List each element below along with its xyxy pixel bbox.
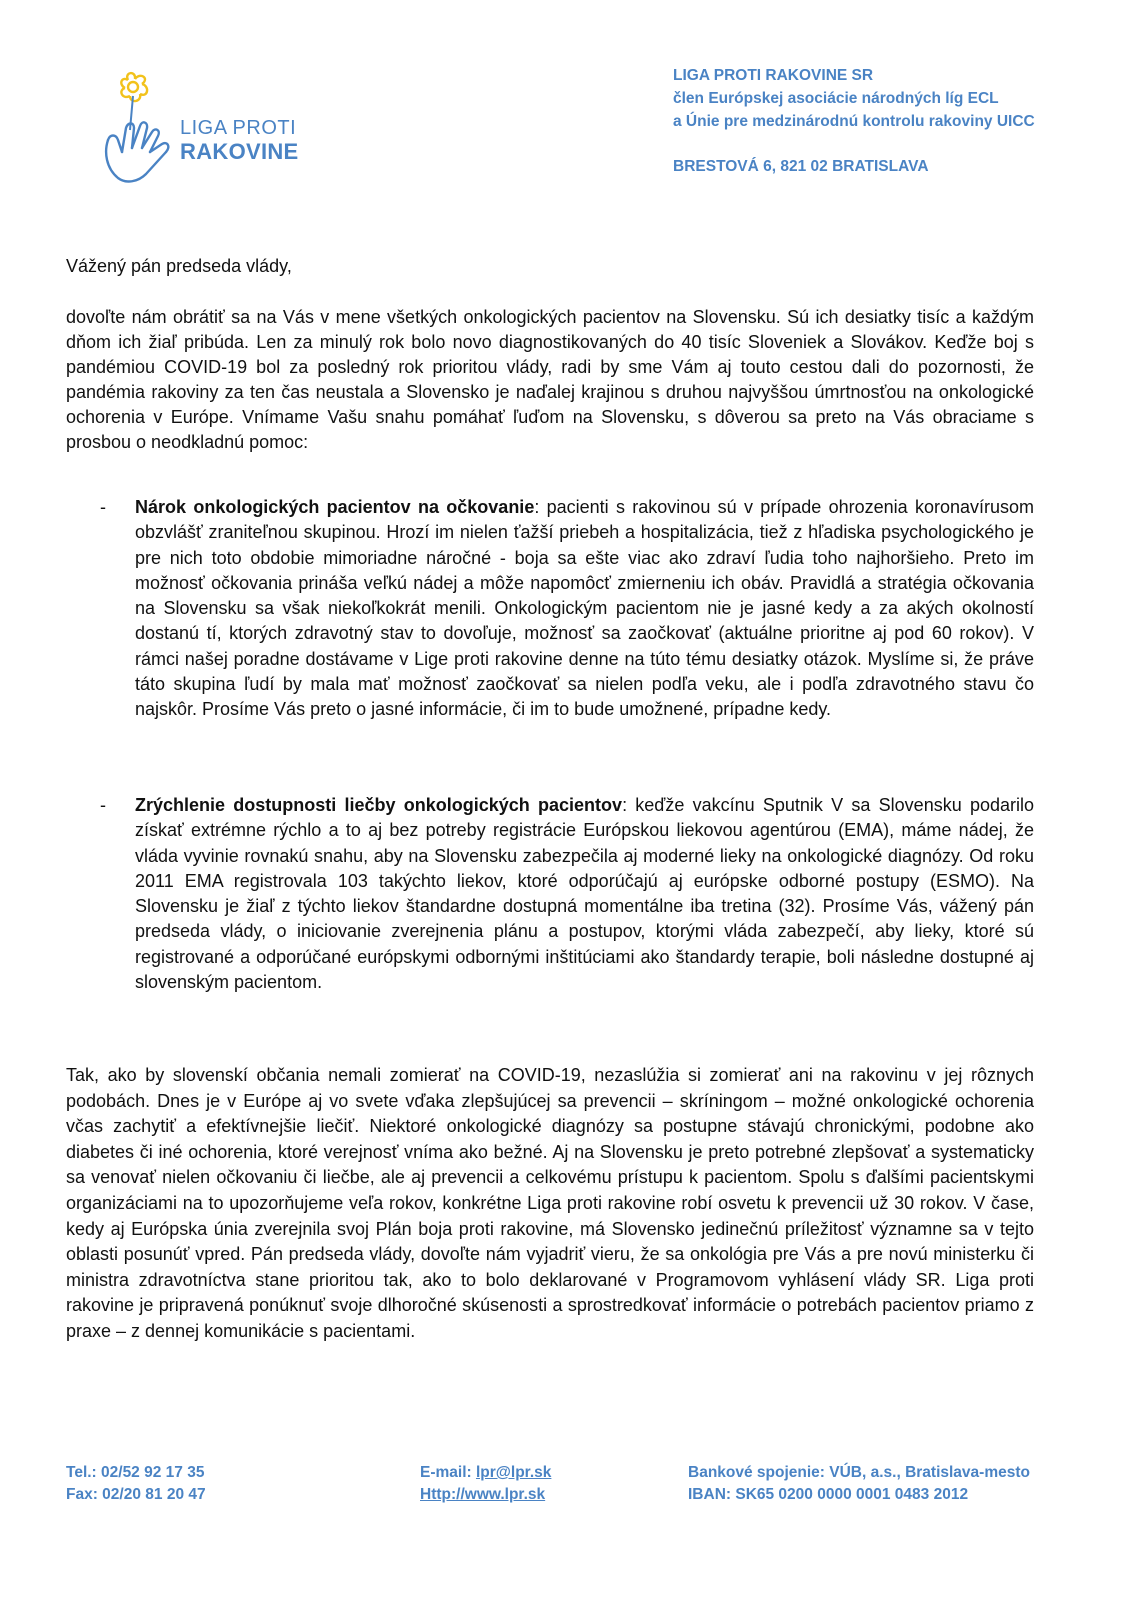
footer-contact-phones: [66, 1462, 206, 1506]
organization-header: [673, 64, 1035, 133]
footer-email-link[interactable]: lpr@lpr.sk: [475, 1464, 552, 1481]
bullet-marker: -: [100, 795, 106, 815]
footer-tel: Tel.: 02/52 92 17 35: [66, 1464, 205, 1481]
bullet-title: Zrýchlenie dostupnosti liečby onkologických pacientov: [135, 795, 623, 815]
org-name: LIGA PROTI RAKOVINE SR: [673, 67, 874, 84]
footer-bank-info: [688, 1462, 1030, 1506]
bullet-text: [135, 793, 1034, 995]
footer-contact-online: [420, 1462, 551, 1506]
footer-bank: Bankové spojenie: VÚB, a.s., Bratislava-mesto: [688, 1464, 1030, 1481]
footer-iban: IBAN: SK65 0200 0000 0001 0483 2012: [688, 1486, 969, 1503]
footer-email-label: E-mail:: [420, 1464, 476, 1481]
bullet-body: : pacienti s rakovinou sú v prípade ohrozenia koronavírusom obzvlášť zraniteľnou skupinou. Hrozí im nielen ťažší priebeh a hospitalizácia, tiež z hľadiska psychologického je pre nich toto obdobie mimoriadne náročné - boja sa ešte viac ako zdraví ľudia toho najhoršieho. Preto im možnosť očkovania prináša veľkú nádej a môže napomôcť zmierneniu ich obáv. Pravidlá a stratégia očkovania na Slovensku sa však niekoľkokrát menili. Onkologickým pacientom nie je jasné kedy a za akých okolností dostanú tí, ktorých zdravotný stav to dovoľuje, možnosť sa zaočkovať (aktuálne prioritne aj pod 60 rokov). V rámci našej poradne dostávame v Lige proti rakovine denne na túto tému desiatky otázok. Myslíme si, že práve táto skupina ľudí by mala mať možnosť zaočkovať sa nielen podľa veku, ale i podľa zdravotného stavu čo najskôr. Prosíme Vás preto o jasné informácie, či im to bude umožnené, prípadne kedy.: [135, 497, 1034, 720]
daffodil-hand-logo-icon: [100, 70, 180, 190]
org-membership-uicc: a Únie pre medzinárodnú kontrolu rakoviny UICC: [673, 113, 1035, 130]
liga-proti-rakovine-logo: [100, 70, 330, 190]
salutation: Vážený pán predseda vlády,: [66, 256, 292, 276]
bullet-treatment-access: [66, 793, 1034, 995]
intro-paragraph: dovoľte nám obrátiť sa na Vás v mene všetkých onkologických pacientov na Slovensku. Sú ich desiatky tisíc a každým dňom ich žiaľ pribúda. Len za minulý rok bolo novo diagnostikovaných do 40 tisíc Sloveniek a Slovákov. Keďže boj s pandémiou COVID-19 bol za posledný rok prioritou vlády, radi by sme Vám aj touto cestou dali do pozornosti, že pandémia rakoviny za ten čas neustala a Slovensko je naďalej krajinou s druhou najvyššou úmrtnosťou na onkologické ochorenia v Európe. Vnímame Vašu snahu pomáhať ľuďom na Slovensku, s dôverou sa preto na Vás obraciame s prosbou o neodkladnú pomoc:: [66, 307, 1034, 452]
org-membership-ecl: člen Európskej asociácie národných líg ECL: [673, 90, 999, 107]
closing-paragraph: Tak, ako by slovenskí občania nemali zomierať na COVID-19, nezaslúžia si zomierať ani na rakovinu v jej rôznych podobách. Dnes je v Európe aj vo svete vďaka zlepšujúcej sa prevencii – skríningom – možné onkologické ochorenia včas zachytiť a efektívnejšie liečiť. Niektoré onkologické diagnózy sa postupne stávajú chronickými, podobne ako diabetes či iné ochorenia, ktoré verejnosť vníma ako bežné. Aj na Slovensku je preto potrebné zlepšovať a systematicky sa venovať nielen očkovaniu či liečbe, ale aj prevencii a celkovému prístupu k pacientom. Spolu s ďalšími pacientskymi organizáciami na to upozorňujeme veľa rokov, konkrétne Liga proti rakovine robí osvetu k prevencii už 30 rokov. V čase, kedy aj Európska únia zverejnila svoj Plán boja proti rakovine, má Slovensko jedinečnú príležitosť významne sa v tejto oblasti posunúť vpred. Pán predseda vlády, dovoľte nám vyjadriť vieru, že sa onkológia pre Vás a pre novú ministerku či ministra zdravotníctva stane prioritou tak, ako to bolo deklarované v Programovom vyhlásení vlády SR. Liga proti rakovine je pripravená ponúknuť svoje dlhoročné skúsenosti a sprostredkovať informácie o potrebách pacientov priamo z praxe – z dennej komunikácie s pacientami.: [66, 1065, 1034, 1341]
bullet-text: [135, 495, 1034, 723]
footer-email-line: [420, 1462, 551, 1484]
logo-line-2: RAKOVINE: [180, 139, 299, 164]
bullet-body: : keďže vakcínu Sputnik V sa Slovensku podarilo získať extrémne rýchlo a to aj bez potreby registrácie Európskou liekovou agentúrou (EMA), máme nádej, že vláda vyvinie rovnakú snahu, aby na Slovensku zabezpečila aj moderné lieky na onkologické diagnózy. Od roku 2011 EMA registrovala 103 takýchto liekov, ktoré odporúčajú aj európske odborné postupy (ESMO). Na Slovensku je žiaľ z týchto liekov štandardne dostupná momentálne iba tretina (32). Prosíme Vás, vážený pán predseda vlády, o iniciovanie zverejnenia plánu a postupov, ktorými vláda zabezpečí, aby lieky, ktoré sú registrované a odporúčané európskymi odbornými inštitúciami ako štandardy terapie, boli následne dostupné aj slovenským pacientom.: [135, 795, 1034, 993]
footer-fax: Fax: 02/20 81 20 47: [66, 1486, 206, 1503]
bullet-marker: -: [100, 497, 106, 517]
footer-web-link[interactable]: Http://www.lpr.sk: [420, 1486, 546, 1503]
bullet-vaccination: [66, 495, 1034, 723]
org-address: BRESTOVÁ 6, 821 02 BRATISLAVA: [673, 158, 929, 175]
bullet-title: Nárok onkologických pacientov na očkovanie: [135, 497, 535, 517]
logo-line-1: LIGA PROTI: [180, 117, 297, 139]
logo-text: [180, 116, 299, 164]
